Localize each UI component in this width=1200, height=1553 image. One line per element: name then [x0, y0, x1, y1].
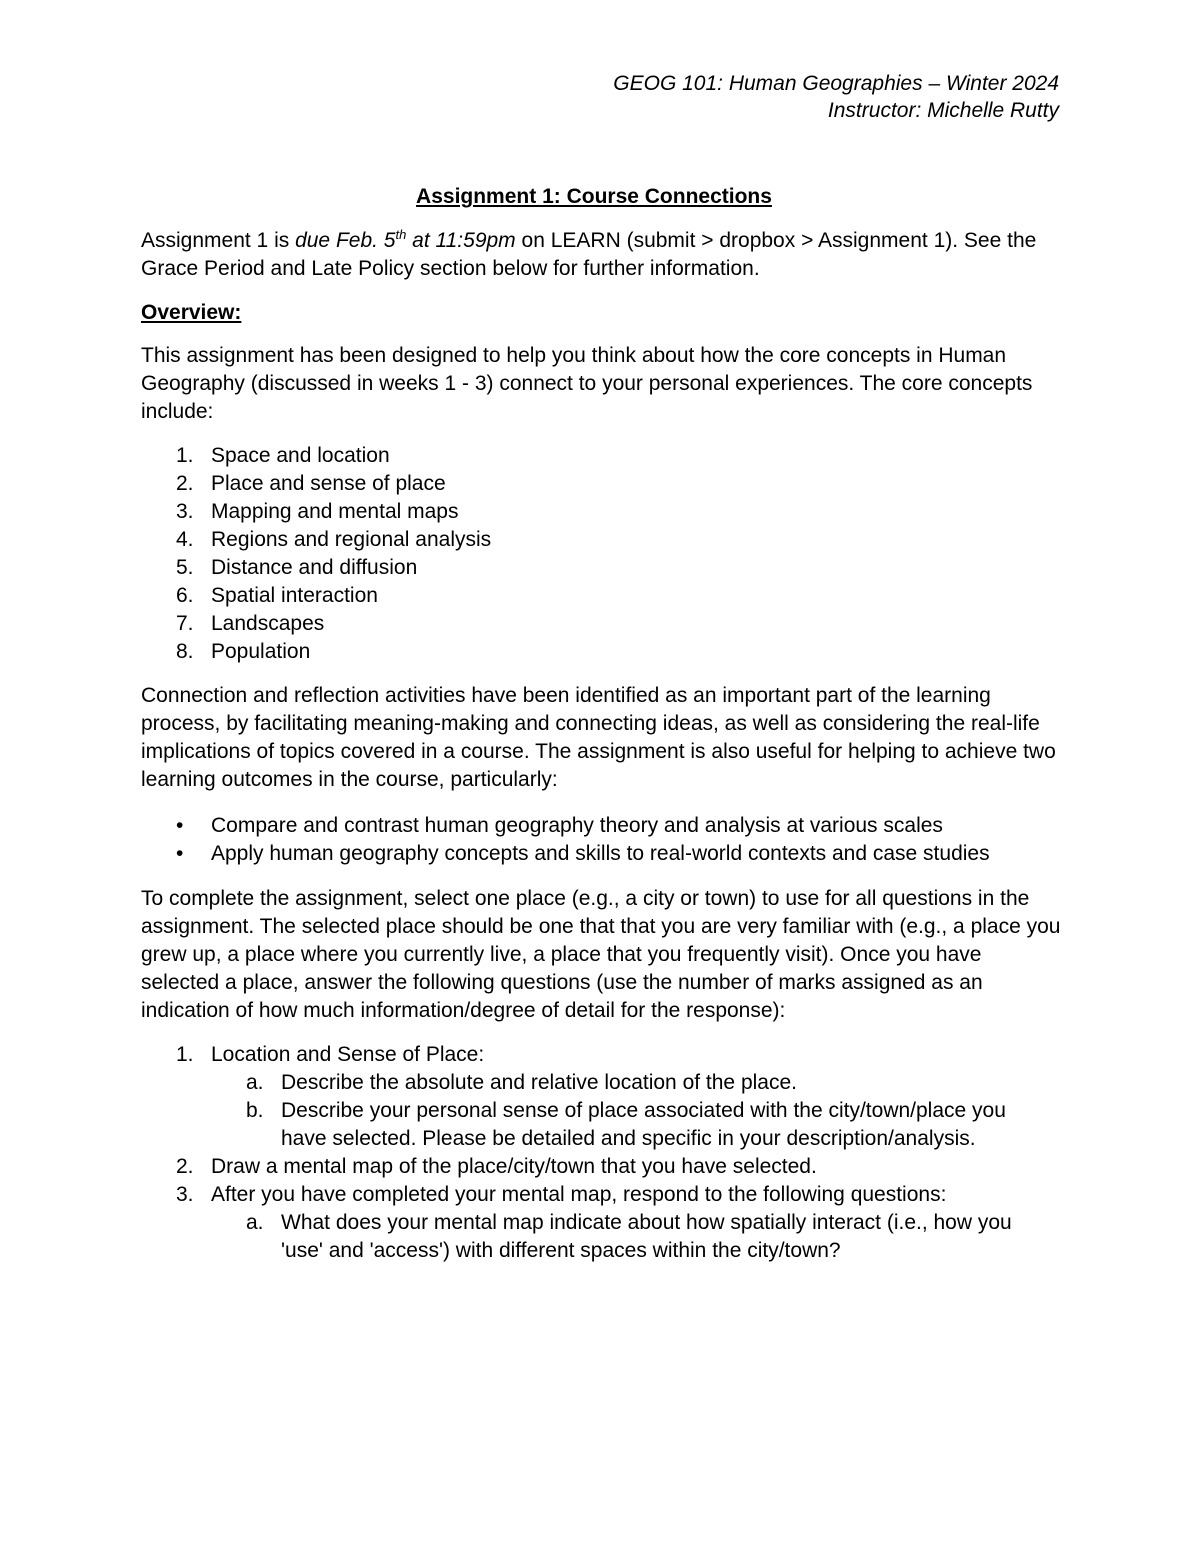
- sub-question-letter: a.: [246, 1211, 264, 1234]
- list-number: 7.: [176, 612, 194, 635]
- overview-paragraph: This assignment has been designed to help you think about how the core concepts in Human Geography (discussed in weeks 1 - 3) connect to your personal experiences. The core concepts include:: [141, 344, 1033, 423]
- list-item: [141, 582, 1063, 610]
- list-item-text: Population: [211, 640, 311, 663]
- course-title: GEOG 101: Human Geographies – Winter 2024: [613, 72, 1059, 95]
- bullet-icon: •: [176, 842, 184, 865]
- list-number: 4.: [176, 528, 194, 551]
- question-item: [141, 1153, 1063, 1181]
- list-item-text: Mapping and mental maps: [211, 500, 459, 523]
- sub-question-text: Describe your personal sense of place associated with the city/town/place you have selected. Please be detailed and specific in your description/analysis.: [281, 1099, 1006, 1150]
- list-item: [141, 812, 1063, 840]
- due-submission-info: on LEARN (submit > dropbox > Assignment 1). See the Grace Period and Late Policy section below for further information.: [141, 229, 1037, 280]
- list-number: 3.: [176, 500, 194, 523]
- due-date-main: due Feb. 5: [295, 229, 396, 252]
- list-item: [141, 470, 1063, 498]
- question-text: Draw a mental map of the place/city/town that you have selected.: [211, 1155, 817, 1178]
- list-item: [141, 638, 1063, 666]
- list-item: [141, 442, 1063, 470]
- list-item-text: Apply human geography concepts and skills to real-world contexts and case studies: [211, 842, 990, 865]
- due-date: [295, 229, 516, 252]
- list-item-text: Compare and contrast human geography theory and analysis at various scales: [211, 814, 943, 837]
- instructor-name: Instructor: Michelle Rutty: [827, 99, 1059, 122]
- due-date-paragraph: [141, 227, 1063, 283]
- list-item-text: Landscapes: [211, 612, 325, 635]
- due-time: at 11:59pm: [406, 229, 516, 252]
- question-item: [141, 1041, 1063, 1153]
- connection-paragraph: Connection and reflection activities have been identified as an important part of the learning process, by facilitating meaning-making and connecting ideas, as well as considering the real-life implications of topics covered in a course. The assignment is also useful for helping to achieve two learning outcomes in the course, particularly:: [141, 684, 1056, 791]
- list-item-text: Space and location: [211, 444, 390, 467]
- list-item: [141, 526, 1063, 554]
- sub-question-letter: b.: [246, 1099, 264, 1122]
- list-number: 1.: [176, 444, 194, 467]
- sub-question-item: [211, 1097, 1031, 1153]
- questions-list: [141, 1041, 1063, 1265]
- instructions-paragraph: To complete the assignment, select one place (e.g., a city or town) to use for all questions in the assignment. The selected place should be one that that you are very familiar with (e.g., a place you grew up, a place where you currently live, a place that you frequently visit). Once you have selected a place, answer the following questions (use the number of marks assigned as an indication of how much information/degree of detail for the response):: [141, 887, 1061, 1022]
- list-item-text: Place and sense of place: [211, 472, 446, 495]
- overview-heading: Overview:: [141, 301, 242, 324]
- list-number: 5.: [176, 556, 194, 579]
- question-number: 3.: [176, 1183, 194, 1206]
- question-number: 1.: [176, 1043, 194, 1066]
- core-concepts-list: [141, 442, 1063, 666]
- sub-question-list: [211, 1069, 1063, 1153]
- bullet-icon: •: [176, 814, 184, 837]
- question-text: Location and Sense of Place:: [211, 1043, 485, 1066]
- list-item: [141, 610, 1063, 638]
- sub-question-text: What does your mental map indicate about how spatially interact (i.e., how you 'use' and 'access') with different spaces within the city/town?: [281, 1211, 1012, 1262]
- list-number: 6.: [176, 584, 194, 607]
- due-intro: Assignment 1 is: [141, 229, 296, 252]
- document-header: [613, 70, 1059, 124]
- question-number: 2.: [176, 1155, 194, 1178]
- sub-question-text: Describe the absolute and relative location of the place.: [281, 1071, 797, 1094]
- sub-question-item: [211, 1069, 1063, 1097]
- sub-question-list: [211, 1209, 1063, 1265]
- sub-question-letter: a.: [246, 1071, 264, 1094]
- assignment-title: Assignment 1: Course Connections: [416, 185, 772, 208]
- due-date-superscript: th: [395, 227, 407, 242]
- list-item-text: Regions and regional analysis: [211, 528, 492, 551]
- list-number: 8.: [176, 640, 194, 663]
- list-item: [141, 498, 1063, 526]
- list-item-text: Distance and diffusion: [211, 556, 418, 579]
- question-text: After you have completed your mental map, respond to the following questions:: [211, 1183, 947, 1206]
- learning-outcomes-list: [141, 812, 1063, 868]
- document-body: [141, 183, 1063, 1281]
- list-item: [141, 554, 1063, 582]
- list-item: [141, 840, 1063, 868]
- list-number: 2.: [176, 472, 194, 495]
- list-item-text: Spatial interaction: [211, 584, 378, 607]
- sub-question-item: [211, 1209, 1041, 1265]
- question-item: [141, 1181, 1063, 1265]
